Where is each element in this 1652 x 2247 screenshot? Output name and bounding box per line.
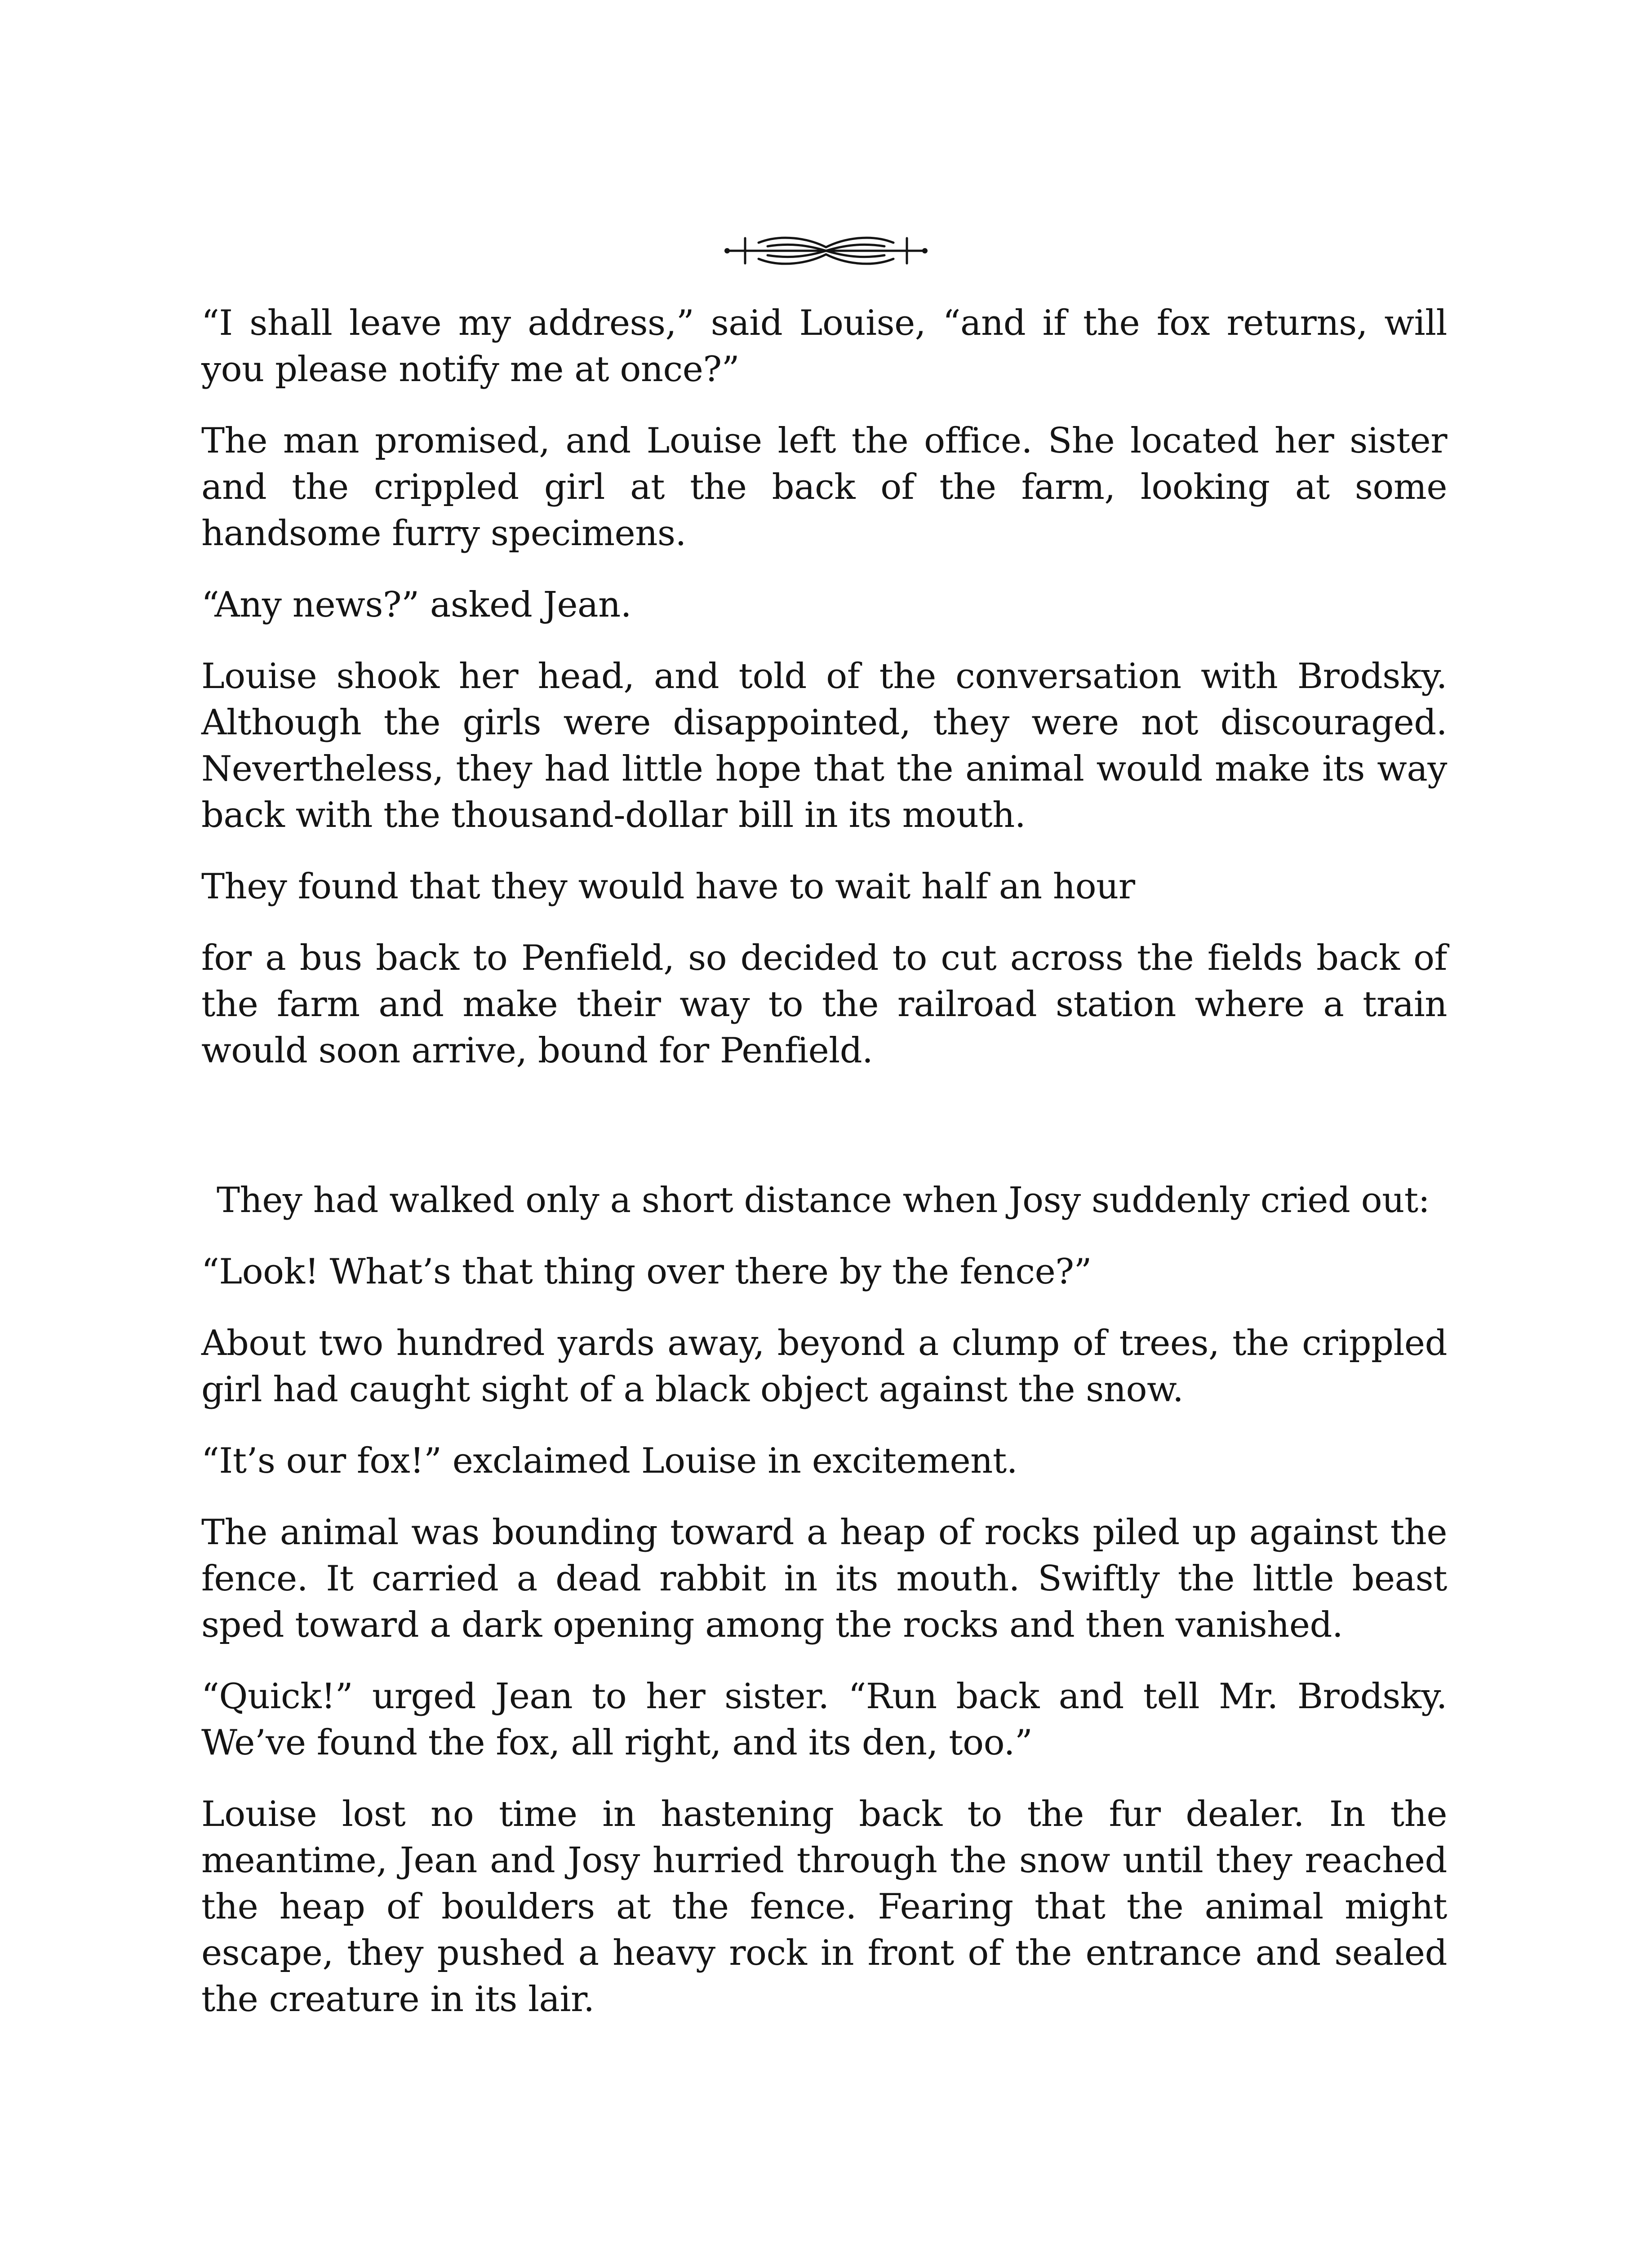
- paragraph: “I shall leave my address,” said Louise, “and if the fox returns, will you please notify me at once?”: [201, 303, 1447, 390]
- paragraph: The man promised, and Louise left the office. She located her sister and the crippled girl at the back of the farm, looking at some handsome furry specimens.: [201, 421, 1447, 554]
- paragraph: They had walked only a short distance when Josy suddenly cried out:: [217, 1180, 1430, 1221]
- paragraph: “It’s our fox!” exclaimed Louise in excitement.: [201, 1441, 1018, 1481]
- paragraph: Louise lost no time in hastening back to the fur dealer. In the meantime, Jean and Josy hurried through the snow until they reached the heap of boulders at the fence. Fearing that the animal might escape, they pushed a heavy rock in front of the entrance and sealed the creature in its lair.: [201, 1794, 1447, 2020]
- paragraph: “Any news?” asked Jean.: [201, 585, 632, 625]
- paragraph: They found that they would have to wait half an hour: [201, 866, 1135, 907]
- scroll-divider-icon: [718, 225, 934, 274]
- paragraph: “Quick!” urged Jean to her sister. “Run back and tell Mr. Brodsky. We’ve found the fox, all right, and its den, too.”: [201, 1676, 1447, 1763]
- story-text: [201, 300, 1447, 2048]
- paragraph: for a bus back to Penfield, so decided to cut across the fields back of the farm and make their way to the railroad station where a train would soon arrive, bound for Penfield.: [201, 938, 1447, 1071]
- paragraph: Louise shook her head, and told of the conversation with Brodsky. Although the girls were disappointed, they were not discouraged. Nevertheless, they had little hope that the animal would make its way back with the thousand-dollar bill in its mouth.: [201, 656, 1447, 835]
- paragraph: The animal was bounding toward a heap of rocks piled up against the fence. It carried a dead rabbit in its mouth. Swiftly the little beast sped toward a dark opening among the rocks and then vanished.: [201, 1512, 1447, 1645]
- paragraph: “Look! What’s that thing over there by the fence?”: [201, 1252, 1092, 1292]
- paragraph: About two hundred yards away, beyond a clump of trees, the crippled girl had caught sight of a black object against the snow.: [201, 1323, 1447, 1410]
